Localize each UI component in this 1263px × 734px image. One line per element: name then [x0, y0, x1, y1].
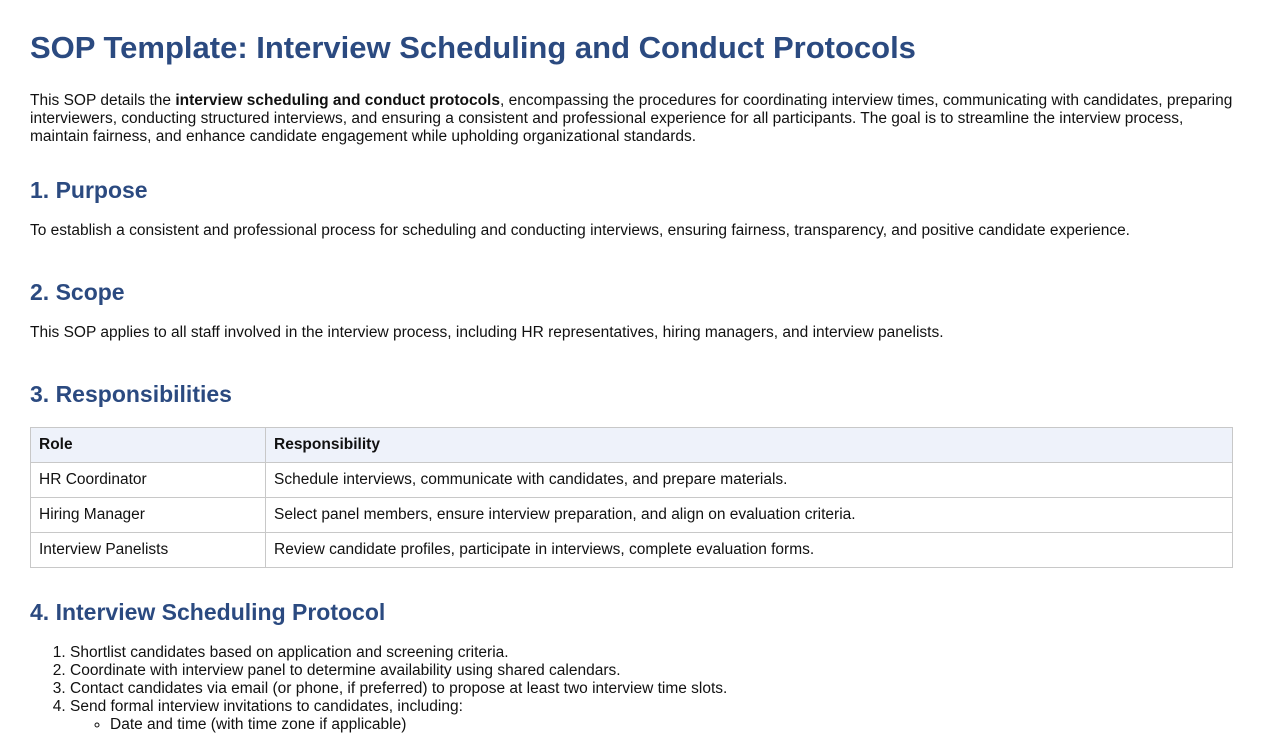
page-title: SOP Template: Interview Scheduling and Conduct Protocols: [30, 30, 916, 65]
list-item: ◦ Date and time (with time zone if applicable): [110, 716, 1233, 734]
role-cell: HR Coordinator: [31, 463, 266, 498]
role-cell: Interview Panelists: [31, 533, 266, 568]
purpose-heading: 1. Purpose: [30, 177, 148, 203]
responsibilities-table: [30, 427, 1233, 568]
responsibilities-heading: 3. Responsibilities: [30, 381, 232, 407]
intro-text-before: This SOP details the: [30, 92, 176, 109]
role-cell: Hiring Manager: [31, 498, 266, 533]
column-header-role: Role: [31, 428, 266, 463]
column-header-responsibility: Responsibility: [266, 428, 1233, 463]
table-row: [31, 498, 1233, 533]
intro-paragraph: [30, 92, 1233, 146]
invitation-details-list: [70, 716, 1233, 734]
responsibility-cell: Review candidate profiles, participate in interviews, complete evaluation forms.: [266, 533, 1233, 568]
intro-text-bold: interview scheduling and conduct protocols: [175, 92, 500, 109]
list-item: [70, 698, 1233, 734]
intro-text-after: , encompassing the procedures for coordinating interview times, communicating with candidates, preparing interviewers, conducting structured interviews, and ensuring a consistent and professional experience for all participants. The goal is to streamline the interview process, maintain fairness, and enhance candidate engagement while upholding organizational standards.: [30, 92, 1233, 145]
scheduling-steps-list: [30, 644, 1233, 734]
list-item-text: Send formal interview invitations to candidates, including:: [70, 698, 463, 715]
responsibility-cell: Schedule interviews, communicate with candidates, and prepare materials.: [266, 463, 1233, 498]
scope-text: This SOP applies to all staff involved in the interview process, including HR representatives, hiring managers, and interview panelists.: [30, 324, 944, 341]
table-header-row: [31, 428, 1233, 463]
purpose-text: To establish a consistent and professional process for scheduling and conducting interviews, ensuring fairness, transparency, and positive candidate experience.: [30, 222, 1130, 239]
responsibility-cell: Select panel members, ensure interview preparation, and align on evaluation criteria.: [266, 498, 1233, 533]
list-item: 2. Coordinate with interview panel to determine availability using shared calendars.: [70, 662, 1233, 680]
scope-heading: 2. Scope: [30, 279, 125, 305]
scheduling-heading: 4. Interview Scheduling Protocol: [30, 599, 386, 625]
table-row: [31, 463, 1233, 498]
table-row: [31, 533, 1233, 568]
list-item: 1. Shortlist candidates based on application and screening criteria.: [70, 644, 1233, 662]
list-item: 3. Contact candidates via email (or phone, if preferred) to propose at least two interview time slots.: [70, 680, 1233, 698]
